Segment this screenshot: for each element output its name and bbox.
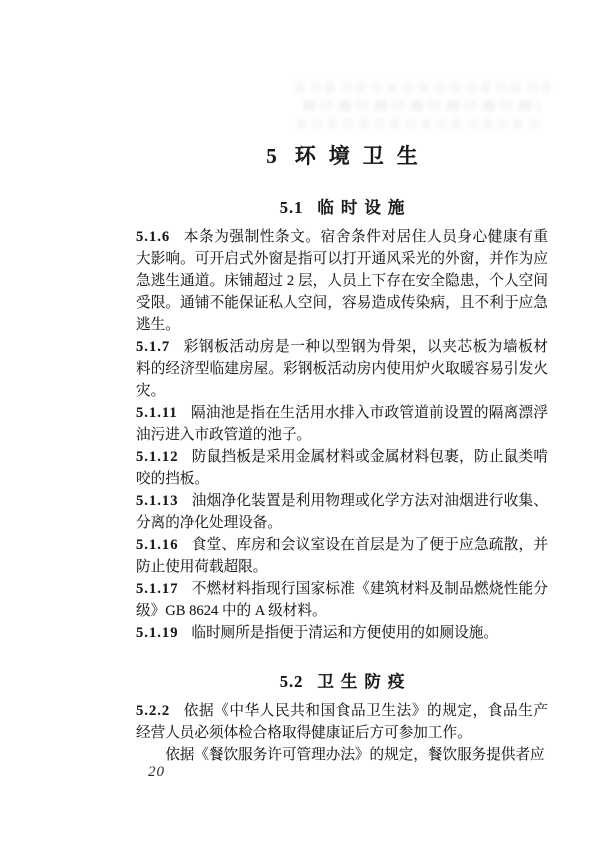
- clause-number: 5.1.6: [136, 229, 171, 245]
- clause-number: 5.1.7: [136, 339, 171, 355]
- smudge-row: [297, 118, 543, 129]
- clause-text: 临时厕所是指便于清运和方便使用的如厕设施。: [191, 625, 498, 641]
- clause-text: 隔油池是指在生活用水排入市政管道前设置的隔离漂浮油污进入市政管道的池子。: [136, 405, 548, 443]
- smudge-row: [303, 100, 541, 111]
- clause-5-1-13: [136, 490, 548, 534]
- section-number: 5.1: [279, 198, 304, 217]
- section-title: 临时设施: [317, 198, 412, 217]
- clause-number: 5.1.13: [136, 493, 179, 509]
- clause-5-2-2: [136, 700, 548, 744]
- clause-5-2-2-continuation: 依据《餐饮服务许可管理办法》的规定，餐饮服务提供者应: [165, 747, 545, 763]
- clause-5-1-6: [136, 226, 548, 336]
- clause-5-1-12: [136, 446, 548, 490]
- clause-text: 油烟净化装置是利用物理或化学方法对油烟进行收集、分离的净化处理设备。: [136, 493, 548, 531]
- clause-5-1-19: [136, 622, 548, 644]
- clause-number: 5.1.12: [136, 449, 179, 465]
- clause-text: 不燃材料指现行国家标准《建筑材料及制品燃烧性能分级》GB 8624 中的 A 级材料。: [136, 581, 548, 619]
- clause-number: 5.1.19: [136, 625, 179, 641]
- section-heading-5-1: [136, 194, 548, 218]
- clause-text: 彩钢板活动房是一种以型钢为骨架，以夹芯板为墙板材料的经济型临建房屋。彩钢板活动房内使用炉火取暖容易引发火灾。: [136, 339, 548, 399]
- page-content: [136, 140, 548, 766]
- chapter-heading: [136, 140, 548, 170]
- clause-5-1-7: [136, 336, 548, 402]
- clause-5-1-16: [136, 534, 548, 578]
- smudge-row: [295, 82, 550, 93]
- section-title: 卫生防疫: [317, 672, 412, 691]
- clause-5-1-11: [136, 402, 548, 446]
- clause-number: 5.2.2: [136, 703, 171, 719]
- section-heading-5-2: [136, 668, 548, 692]
- chapter-number: 5: [266, 144, 277, 168]
- clause-text: 防鼠挡板是采用金属材料或金属材料包裹，防止鼠类啃咬的挡板。: [136, 449, 548, 487]
- clause-text: 依据《中华人民共和国食品卫生法》的规定，食品生产经营人员必须体检合格取得健康证后方可参加工作。: [136, 703, 548, 741]
- ink-bleedthrough-smudge: [295, 82, 550, 140]
- clause-number: 5.1.16: [136, 537, 179, 553]
- clause-number: 5.1.17: [136, 581, 179, 597]
- page-number: 20: [148, 764, 165, 780]
- clause-number: 5.1.11: [136, 405, 178, 421]
- chapter-title: 环境卫生: [294, 144, 431, 168]
- clause-text: 食堂、库房和会议室设在首层是为了便于应急疏散，并防止使用荷载超限。: [136, 537, 548, 575]
- clause-5-1-17: [136, 578, 548, 622]
- section-number: 5.2: [279, 672, 304, 691]
- clause-text: 本条为强制性条文。宿舍条件对居住人员身心健康有重大影响。可开启式外窗是指可以打开通风采光的外窗，并作为应急逃生通道。床铺超过 2 层，人员上下存在安全隐患，个人空间受限。通铺不能保证私人空间，容易造成传染病，且不利于应急逃生。: [136, 229, 548, 333]
